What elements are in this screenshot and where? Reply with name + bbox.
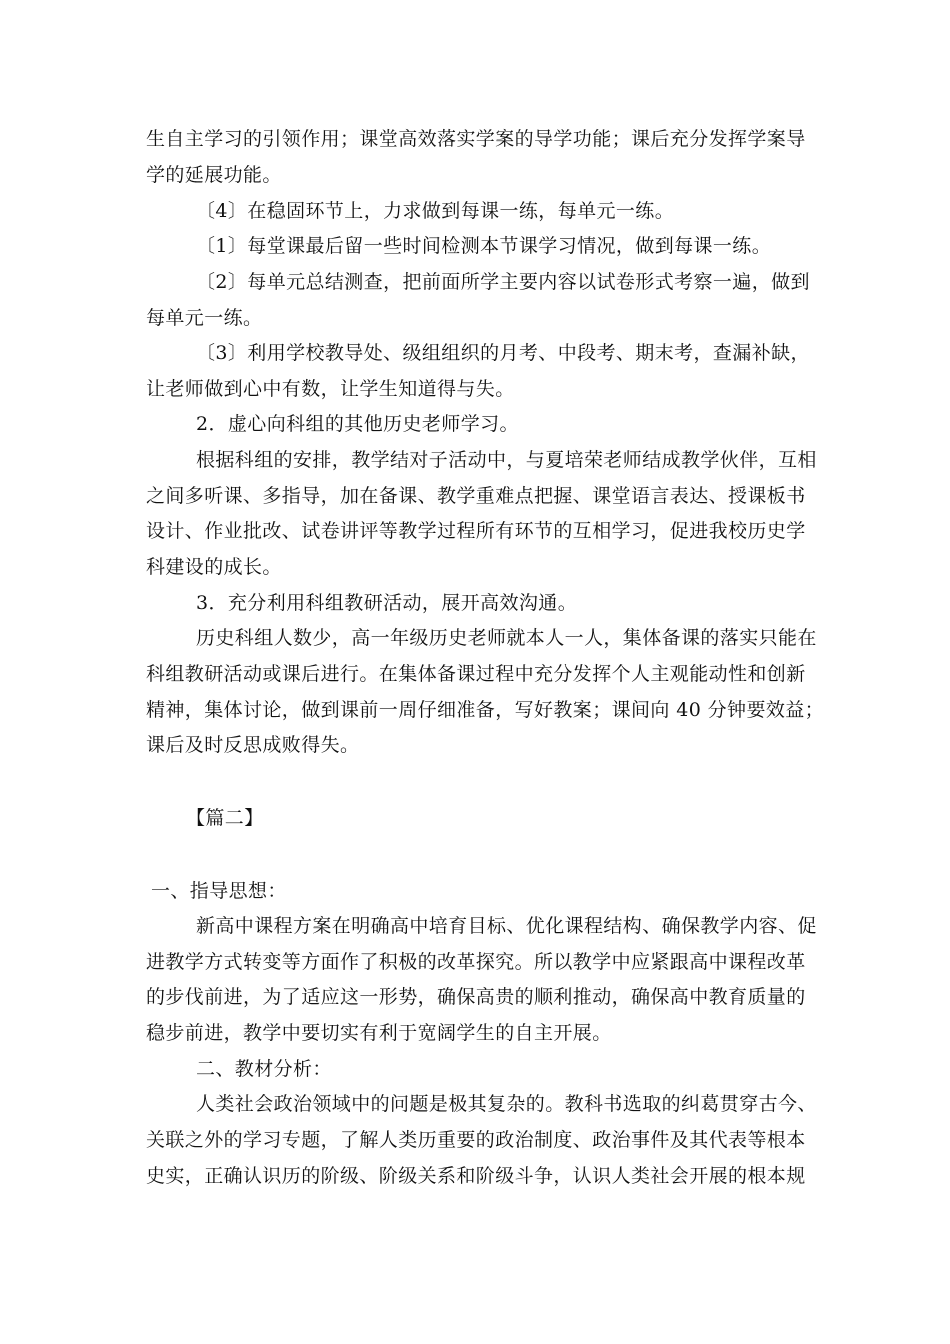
text-line: 稳步前进，教学中要切实有利于宽阔学生的自主开展。 (146, 1022, 612, 1044)
text-line: 让老师做到心中有数，让学生知道得与失。 (146, 378, 515, 400)
text-line: 生自主学习的引领作用；课堂高效落实学案的导学功能；课后充分发挥学案导 (146, 128, 806, 150)
text-line: 〔1〕每堂课最后留一些时间检测本节课学习情况，做到每课一练。 (196, 235, 772, 257)
text-line: 根据科组的安排，教学结对子活动中，与夏培荣老师结成教学伙伴，互相 (196, 449, 817, 471)
text-line: 历史科组人数少，高一年级历史老师就本人一人，集体备课的落实只能在 (196, 627, 817, 649)
text-line: 科建设的成长。 (146, 556, 282, 578)
text-line: 〔4〕在稳固环节上，力求做到每课一练，每单元一练。 (196, 200, 675, 222)
section-heading: 3．充分利用科组教研活动，展开高效沟通。 (196, 592, 578, 614)
text-line: 〔2〕每单元总结测查，把前面所学主要内容以试卷形式考察一遍，做到 (196, 271, 810, 293)
part-title: 【篇二】 (186, 807, 264, 829)
text-line: 设计、作业批改、试卷讲评等教学过程所有环节的互相学习，促进我校历史学 (146, 520, 806, 542)
text-line: 之间多听课、多指导，加在备课、教学重难点把握、课堂语言表达、授课板书 (146, 485, 806, 507)
text-line: 学的延展功能。 (146, 164, 282, 186)
text-line: 史实，正确认识历的阶级、阶级关系和阶级斗争，认识人类社会开展的根本规 (146, 1165, 806, 1187)
text-line: 科组教研活动或课后进行。在集体备课过程中充分发挥个人主观能动性和创新 (146, 663, 806, 685)
text-line: 精神，集体讨论，做到课前一周仔细准备，写好教案；课间向 40 分钟要效益； (146, 699, 825, 721)
section-heading: 二、教材分析： (196, 1058, 332, 1080)
text-line: 进教学方式转变等方面作了积极的改革探究。所以教学中应紧跟高中课程改革 (146, 951, 806, 973)
text-line: 每单元一练。 (146, 307, 263, 329)
text-line: 新高中课程方案在明确高中培育目标、优化课程结构、确保教学内容、促 (196, 915, 817, 937)
text-line: 〔3〕利用学校教导处、级组组织的月考、中段考、期末考，查漏补缺， (196, 342, 810, 364)
text-line: 人类社会政治领域中的问题是极其复杂的。教科书选取的纠葛贯穿古今、 (196, 1093, 817, 1115)
section-heading: 一、指导思想： (151, 880, 287, 902)
text-line: 关联之外的学习专题，了解人类历重要的政治制度、政治事件及其代表等根本 (146, 1129, 806, 1151)
section-heading: 2．虚心向科组的其他历史老师学习。 (196, 413, 519, 435)
text-line: 课后及时反思成败得失。 (146, 734, 360, 756)
text-line: 的步伐前进，为了适应这一形势，确保高贵的顺利推动，确保高中教育质量的 (146, 986, 806, 1008)
